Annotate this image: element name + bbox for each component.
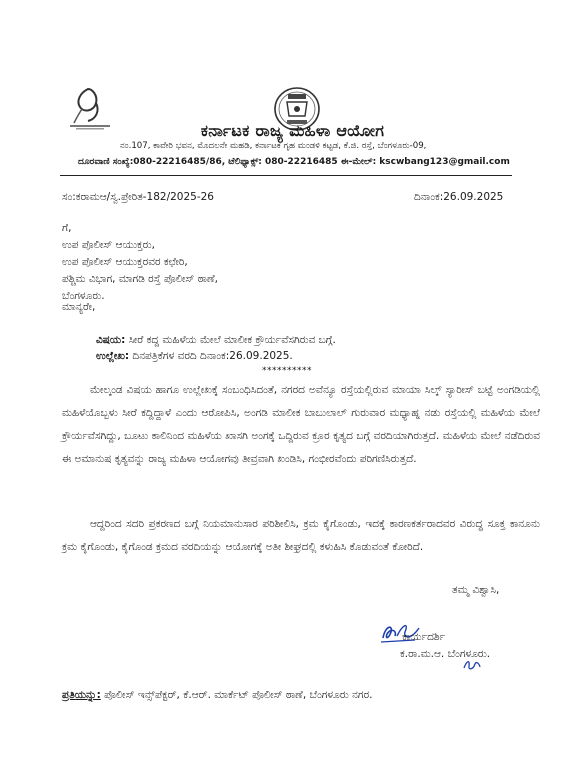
- paragraph-text: ಆದ್ದರಿಂದ ಸದರಿ ಪ್ರಕರಣದ ಬಗ್ಗೆ ನಿಯಮಾನುಸಾರ ಪರಿಶೀಲಿಸಿ, ಕ್ರಮ ಕೈಗೊಂಡು, ಇದಕ್ಕೆ ಕಾರಣಕರ್ತರಾದವರ ವಿರುದ್ಧ ಸೂಕ್ತ ಕಾನೂನು ಕ್ರಮ ಕೈಗೊಂಡು, ಕೈಗೊಂಡ ಕ್ರಮದ ವರದಿಯನ್ನು ಆಯೋಗಕ್ಕೆ ಅತೀ ಶೀಘ್ರದಲ್ಲಿ ಕಳುಹಿಸಿ ಕೊಡುವಂತೆ ಕೋರಿದೆ.: [62, 518, 540, 553]
- copy-text: ಪೊಲೀಸ್ ಇನ್ಸ್‌ಪೆಕ್ಟರ್, ಕೆ.ಆರ್. ಮಾರ್ಕೆಟ್ ಪೊಲೀಸ್ ಠಾಣೆ, ಬೆಂಗಳೂರು ನಗರ.: [100, 689, 373, 701]
- separator: **********: [262, 366, 312, 376]
- reference-label: ಉಲ್ಲೇಖ:: [96, 350, 130, 362]
- initials-mark-icon: [462, 658, 482, 672]
- reference-text: ದಿನಪತ್ರಿಕೆಗಳ ವರದಿ ದಿನಾಂಕ:26.09.2025.: [129, 350, 293, 362]
- salutation: ಮಾನ್ಯರೇ,: [62, 301, 96, 313]
- letterhead-address: ನಂ.107, ಕಾವೇರಿ ಭವನ, ಮೊದಲನೇ ಮಹಡಿ, ಕರ್ನಾಟಕ ಗೃಹ ಮಂಡಳಿ ಕಟ್ಟಡ, ಕೆ.ಜಿ. ರಸ್ತೆ, ಬೆಂಗಳೂರು-09,: [120, 141, 427, 151]
- subject-block: [96, 332, 336, 364]
- copy-label: ಪ್ರತಿಯನ್ನು:: [62, 689, 101, 701]
- letterhead-divider: [60, 175, 512, 176]
- subject-label: ವಿಷಯ:: [96, 334, 126, 346]
- letter-date: ದಿನಾಂಕ:26.09.2025: [414, 191, 504, 203]
- copy-to: [62, 689, 372, 702]
- recipient-line: ಪಶ್ಚಿಮ ವಿಭಾಗ, ಮಾಗಡಿ ರಸ್ತೆ ಪೊಲೀಸ್ ಠಾಣೆ,: [62, 273, 218, 285]
- letterhead-title: ಕರ್ನಾಟಕ ರಾಜ್ಯ ಮಹಿಳಾ ಆಯೋಗ: [200, 121, 385, 140]
- subject-text: ಸೀರೆ ಕದ್ದ ಮಹಿಳೆಯ ಮೇಲೆ ಮಾಲೀಕ ಕ್ರೌರ್ಯವೆಸಗಿರುವ ಬಗ್ಗೆ.: [125, 334, 336, 346]
- signatory-title: ಕಾರ್ಯದರ್ಶಿ: [402, 631, 446, 643]
- reference-line: [96, 348, 336, 364]
- subject-line: [96, 332, 336, 348]
- body-paragraph-1: [62, 379, 540, 471]
- closing: ತಮ್ಮ ವಿಶ್ವಾಸಿ,: [452, 584, 500, 596]
- body-paragraph-2: [62, 513, 540, 559]
- recipient-line: ಉಪ ಪೊಲೀಸ್ ಆಯುಕ್ತರು,: [62, 239, 155, 251]
- letterhead-contact: ದೂರವಾಣಿ ಸಂಖ್ಯೆ:080-22216485/86, ಟೆಲಿಫ್ಯಾಕ್ಸ್: 080-22216485 ಈ-ಮೇಲ್: kscwbang123@gmail.com: [78, 157, 510, 167]
- recipient-address: [62, 220, 218, 305]
- paragraph-text: ಮೇಲ್ಕಂಡ ವಿಷಯ ಹಾಗೂ ಉಲ್ಲೇಖಕ್ಕೆ ಸಂಬಂಧಿಸಿದಂತೆ, ನಗರದ ಅವೆನ್ಯೂ ರಸ್ತೆಯಲ್ಲಿರುವ ಮಾಯಾ ಸಿಲ್ಕ್ ಸ್ಯಾರೀಸ್ ಬಟ್ಟೆ ಅಂಗಡಿಯಲ್ಲಿ ಮಹಿಳೆಯೊಬ್ಬಳು ಸೀರೆ ಕದ್ದಿದ್ದಾಳೆ ಎಂದು ಆರೋಪಿಸಿ, ಅಂಗಡಿ ಮಾಲೀಕ ಬಾಬುಲಾಲ್ ಗುರುವಾರ ಮಧ್ಯಾಹ್ನ ನಡು ರಸ್ತೆಯಲ್ಲಿ ಮಹಿಳೆಯ ಮೇಲೆ ಕ್ರೌರ್ಯವೆಸಗಿದ್ದು, ಬೂಟು ಕಾಲಿನಿಂದ ಮಹಿಳೆಯ ಖಾಸಗಿ ಅಂಗಕ್ಕೆ ಒದ್ದಿರುವ ಕ್ರೂರ ಕೃತ್ಯದ ಬಗ್ಗೆ ವರದಿಯಾಗಿರುತ್ತದೆ. ಮಹಿಳೆಯ ಮೇಲೆ ನಡೆದಿರುವ ಈ ಅಮಾನುಷ ಕೃತ್ಯವನ್ನು ರಾಜ್ಯ ಮಹಿಳಾ ಆಯೋಗವು ತೀವ್ರವಾಗಿ ಖಂಡಿಸಿ, ಗಂಭೀರವೆಂದು ಪರಿಗಣಿಸಿರುತ್ತದೆ.: [62, 384, 540, 465]
- recipient-line: ಉಪ ಪೊಲೀಸ್ ಆಯುಕ್ತರವರ ಕಛೇರಿ,: [62, 256, 188, 268]
- recipient-line: ಗೆ,: [62, 222, 72, 234]
- recipient-line: ಬೆಂಗಳೂರು.: [62, 290, 105, 302]
- signatory-office: ಕ.ರಾ.ಮ.ಆ. ಬೆಂಗಳೂರು.: [400, 648, 491, 660]
- reference-number: ಸಂ:ಕರಾಮಆ/ಸ್ವ.ಪ್ರೇರಿತ-182/2025-26: [62, 191, 214, 203]
